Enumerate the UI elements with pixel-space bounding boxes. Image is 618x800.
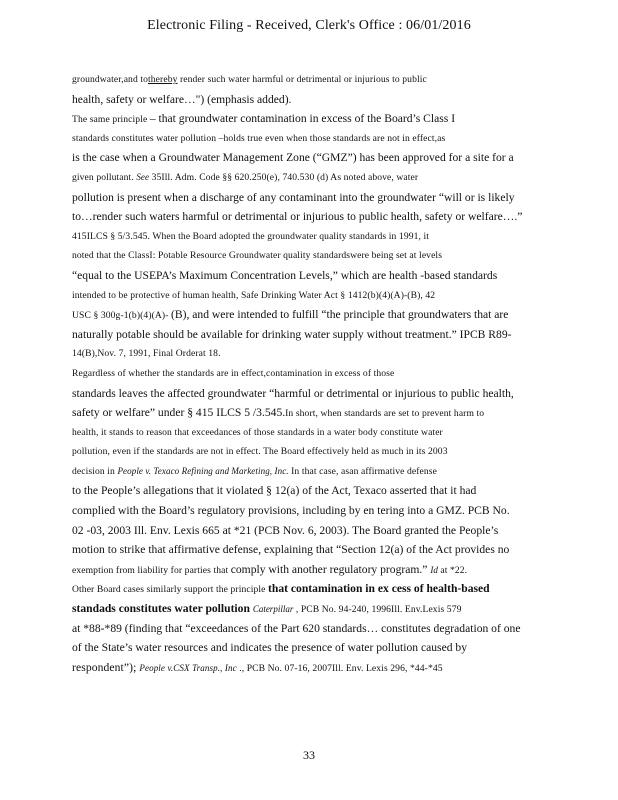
text-line-19: health, it stands to reason that exceedances of those standards in a water body constitute water xyxy=(72,426,443,438)
text-line-11: “equal to the USEPA’s Maximum Concentration Levels,” which are health -based standards xyxy=(72,268,498,282)
text-line-10: noted that the ClassI: Potable Resource Groundwater quality standardswere being set at levels xyxy=(72,250,443,262)
text-line-22: to the People’s allegations that it violated § 12(a) of the Act, Texaco asserted that it had xyxy=(72,484,477,498)
text-line-5: is the case when a Groundwater Management Zone (“GMZ”) has been approved for a site for a xyxy=(72,151,514,165)
text-line-15: 14(B),Nov. 7, 1991, Final Orderat 18. xyxy=(72,348,221,360)
text-line-1: groundwater,and tothereby render such water harmful or detrimental or injurious to public xyxy=(72,74,427,85)
text-line-4: standards constitutes water pollution –holds true even when those standards are not in effect,as xyxy=(72,132,446,144)
document-body xyxy=(72,70,544,677)
text-line-23: complied with the Board’s regulatory provisions, including by en tering into a GMZ. PCB No. xyxy=(72,504,510,518)
text-line-14: naturally potable should be available for drinking water supply without treatment.” IPCB R89- xyxy=(72,327,512,341)
text-line-18: safety or welfare” under § 415 ILCS 5 /3.545.In short, when standards are set to prevent harm to xyxy=(72,406,485,420)
text-line-31: respondent”); People v.CSX Transp., Inc ., PCB No. 07-16, 2007Ill. Env. Lexis 296, *44-*45 xyxy=(72,660,443,674)
text-line-13: USC § 300g-1(b)(4)(A)- (B), and were intended to fulfill “the principle that groundwaters that are xyxy=(72,308,509,322)
text-line-9: 415ILCS § 5/3.545. When the Board adopted the groundwater quality standards in 1991, it xyxy=(72,230,430,242)
text-line-8: to…render such waters harmful or detrimental or injurious to public health, safety or welfare….” xyxy=(72,210,523,224)
text-line-29: at *88-*89 (finding that “exceedances of the Part 620 standards… constitutes degradation of one xyxy=(72,621,521,635)
text-line-30: of the State’s water resources and indicates the presence of water pollution caused by xyxy=(72,641,468,655)
text-line-2: health, safety or welfare…") (emphasis added). xyxy=(72,92,292,106)
text-line-6: given pollutant. See 35Ill. Adm. Code §§ 620.250(e), 740.530 (d) As noted above, water xyxy=(72,171,419,183)
text-line-25: motion to strike that affirmative defense, explaining that “Section 12(a) of the Act provides no xyxy=(72,543,510,557)
text-line-27: Other Board cases similarly support the principle that contamination in ex cess of health-based xyxy=(72,582,490,596)
text-line-17: standards leaves the affected groundwater “harmful or detrimental or injurious to public health, xyxy=(72,386,514,400)
text-line-20: pollution, even if the standards are not in effect. The Board effectively held as much in its 2003 xyxy=(72,446,448,458)
text-line-12: intended to be protective of human health, Safe Drinking Water Act § 1412(b)(4)(A)-(B), 42 xyxy=(72,289,436,301)
text-line-26: exemption from liability for parties that comply with another regulatory program.” Id at *22. xyxy=(72,562,468,576)
text-line-7: pollution is present when a discharge of any contaminant into the groundwater “will or is likely xyxy=(72,190,515,204)
text-line-3: The same principle – that groundwater contamination in excess of the Board’s Class I xyxy=(72,112,456,126)
text-line-28: standads constitutes water pollution Caterpillar , PCB No. 94-240, 1996Ill. Env.Lexis 579 xyxy=(72,602,462,616)
text-line-24: 02 -03, 2003 Ill. Env. Lexis 665 at *21 (PCB Nov. 6, 2003). The Board granted the People’s xyxy=(72,523,499,537)
page-number: 33 xyxy=(303,748,315,762)
filing-stamp-header: Electronic Filing - Received, Clerk's Office : 06/01/2016 xyxy=(147,18,471,33)
text-line-21: decision in People v. Texaco Refining and Marketing, Inc. In that case, asan affirmative defense xyxy=(72,465,437,477)
text-line-16: Regardless of whether the standards are in effect,contamination in excess of those xyxy=(72,367,395,379)
